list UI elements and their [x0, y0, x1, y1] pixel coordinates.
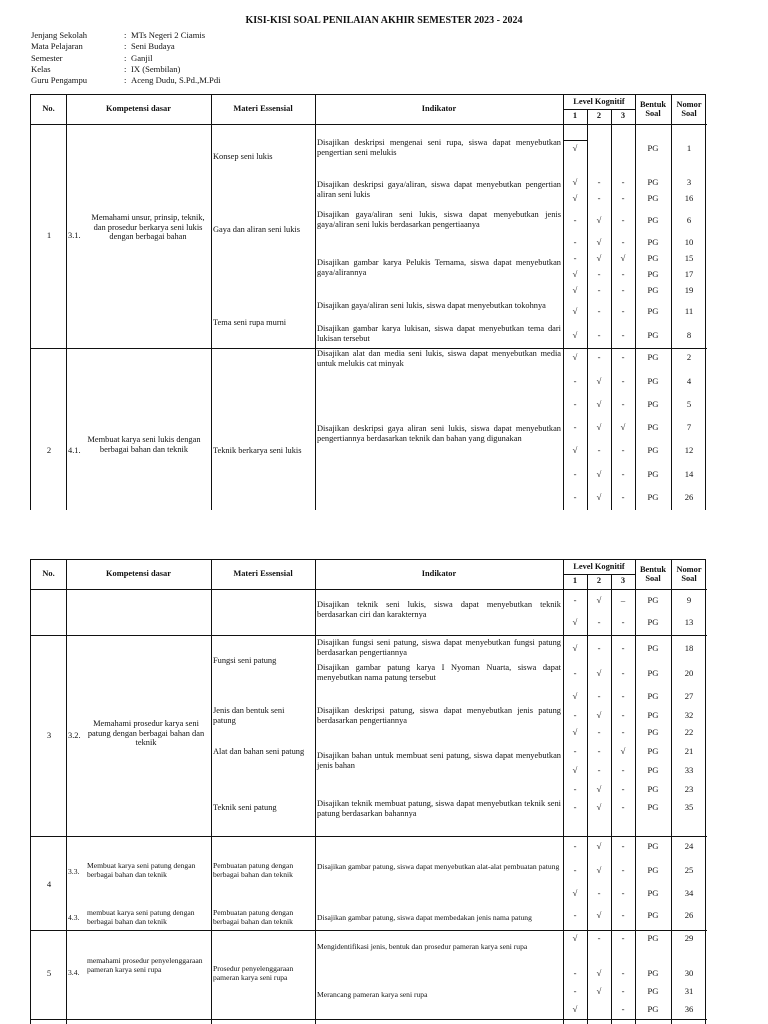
level-3-mark: - — [621, 910, 625, 920]
level-3-mark: - — [621, 492, 625, 502]
bentuk-soal-cell: PG — [647, 492, 659, 502]
level-3-mark: - — [621, 469, 625, 479]
nomor-soal-cell: 14 — [684, 469, 694, 479]
nomor-soal-cell: 19 — [684, 285, 694, 295]
nomor-soal-cell: 8 — [686, 330, 692, 340]
kisi-table-page-2 — [30, 559, 706, 1024]
level-1-mark: - — [573, 841, 577, 851]
indikator-text: Disajikan deskripsi gaya/aliran, siswa dapat menyebutkan pengertian aliran seni lukis — [317, 180, 561, 199]
materi-text: Tema seni rupa murni — [213, 318, 287, 327]
meta-separator: : — [124, 30, 127, 40]
nomor-soal-cell: 26 — [684, 492, 694, 502]
level-1-mark: √ — [572, 306, 578, 316]
bentuk-soal-cell: PG — [647, 617, 659, 627]
level-1-mark: √ — [572, 1004, 578, 1014]
bentuk-soal-cell: PG — [647, 330, 659, 340]
grid-line — [563, 95, 564, 510]
level-2-mark: √ — [596, 422, 602, 432]
materi-text: Teknik berkarya seni lukis — [213, 446, 302, 455]
level-2-mark: - — [597, 765, 601, 775]
bentuk-soal-cell: PG — [647, 888, 659, 898]
grid-line — [563, 109, 635, 110]
level-3-mark: - — [621, 968, 625, 978]
nomor-soal-cell: 15 — [684, 253, 694, 263]
level-1-mark: √ — [572, 727, 578, 737]
kd-code: 4.1. — [68, 446, 81, 455]
bentuk-soal-cell: PG — [647, 193, 659, 203]
bentuk-soal-cell: PG — [647, 668, 659, 678]
level-2-mark: √ — [596, 841, 602, 851]
header-indikator: Indikator — [421, 569, 457, 579]
header-info — [31, 30, 431, 86]
meta-separator: : — [124, 41, 127, 52]
kd-code: 4.3. — [68, 913, 80, 922]
level-1-mark: √ — [572, 765, 578, 775]
bentuk-soal-cell: PG — [647, 595, 659, 605]
header-nomor-soal: Nomor Soal — [676, 564, 702, 583]
indikator-text: Disajikan alat dan media seni lukis, siswa dapat menyebutkan media untuk melukis cat minyak — [317, 349, 561, 368]
level-1-mark: - — [573, 910, 577, 920]
row-number: 5 — [46, 968, 52, 978]
bentuk-soal-cell: PG — [647, 643, 659, 653]
materi-text: Alat dan bahan seni patung — [213, 747, 305, 756]
indikator-text: Disajikan gambar patung, siswa dapat membedakan jenis nama patung — [317, 913, 532, 922]
indikator-text: Disajikan deskripsi mengenai seni rupa, siswa dapat menyebutkan pengertian seni melukis — [317, 138, 561, 157]
nomor-soal-cell: 36 — [684, 1004, 694, 1014]
grid-line — [635, 560, 636, 1024]
level-3-mark: - — [621, 330, 625, 340]
bentuk-soal-cell: PG — [647, 285, 659, 295]
level-2-mark: √ — [596, 595, 602, 605]
nomor-soal-cell: 27 — [684, 691, 694, 701]
kd-text: Memahami unsur, prinsip, teknik, dan prosedur berkarya seni lukis dengan berbagai bahan — [91, 213, 205, 242]
row-number: 4 — [46, 879, 52, 889]
header-kompetensi: Kompetensi dasar — [106, 569, 171, 579]
nomor-soal-cell: 2 — [686, 352, 692, 362]
level-2-mark: √ — [596, 237, 602, 247]
bentuk-soal-cell: PG — [647, 968, 659, 978]
kd-code: 3.1. — [68, 231, 81, 240]
grid-line — [66, 560, 67, 1024]
level-1-mark: - — [573, 668, 577, 678]
level-3-mark: - — [621, 237, 625, 247]
level-1-mark: √ — [572, 143, 578, 153]
indikator-text: Disajikan teknik membuat patung, siswa dapat menyebutkan teknik seni patung berdasarkan bahannya — [317, 799, 561, 818]
indikator-text: Disajikan fungsi seni patung, siswa dapat menyebutkan fungsi patung berdasarkan pengertiannya — [317, 638, 561, 657]
materi-text: Jenis dan bentuk seni patung — [213, 706, 285, 725]
level-1-mark: - — [573, 469, 577, 479]
level-1-mark: √ — [572, 445, 578, 455]
indikator-text: Disajikan gambar patung, siswa dapat menyebutkan alat-alat pembuatan patung — [317, 862, 560, 871]
level-1-mark: √ — [572, 330, 578, 340]
nomor-soal-cell: 5 — [686, 399, 692, 409]
level-3-mark: - — [621, 986, 625, 996]
level-3-mark: - — [621, 888, 625, 898]
row-number: 3 — [46, 730, 52, 740]
level-3-mark: - — [621, 269, 625, 279]
nomor-soal-cell: 34 — [684, 888, 694, 898]
kisi-table-page-1 — [30, 94, 706, 510]
nomor-soal-cell: 22 — [684, 727, 694, 737]
meta-value: IX (Sembilan) — [131, 63, 181, 74]
level-2-mark: - — [597, 306, 601, 316]
indikator-text: Disajikan teknik seni lukis, siswa dapat menyebutkan teknik berdasarkan ciri dan karakternya — [317, 600, 561, 619]
level-1-mark: - — [573, 802, 577, 812]
indikator-text: Disajikan deskripsi gaya aliran seni lukis, siswa dapat menyebutkan pengertiannya berdasarkan teknik dan bahan yang digunakan — [317, 424, 561, 443]
level-3-mark: - — [621, 727, 625, 737]
level-3-mark: - — [621, 865, 625, 875]
nomor-soal-cell: 12 — [684, 445, 694, 455]
grid-line — [31, 836, 707, 837]
kd-text: memahami prosedur penyelenggaraan pameran karya seni rupa — [87, 956, 203, 975]
header-bentuk-soal: Bentuk Soal — [639, 99, 667, 118]
meta-label: Jenjang Sekolah — [31, 30, 88, 40]
grid-line — [563, 140, 587, 141]
level-1-mark: √ — [572, 269, 578, 279]
nomor-soal-cell: 1 — [686, 143, 692, 153]
meta-label: Mata Pelajaran — [31, 41, 83, 52]
nomor-soal-cell: 24 — [684, 841, 694, 851]
level-3-mark: - — [621, 765, 625, 775]
meta-row — [31, 30, 431, 41]
level-2-mark: - — [597, 269, 601, 279]
kd-text: Membuat karya seni lukis dengan berbagai bahan dan teknik — [87, 435, 201, 454]
bentuk-soal-cell: PG — [647, 986, 659, 996]
indikator-text: Disajikan bahan untuk membuat seni patung, siswa dapat menyebutkan jenis bahan — [317, 751, 561, 770]
level-3-mark: - — [621, 643, 625, 653]
meta-row — [31, 75, 431, 86]
grid-line — [31, 124, 707, 125]
indikator-text: Disajikan gambar patung karya I Nyoman Nuarta, siswa dapat menyebutkan nama patung tersebut — [317, 663, 561, 682]
level-1-mark: √ — [572, 933, 578, 943]
level-2-mark: - — [597, 445, 601, 455]
bentuk-soal-cell: PG — [647, 253, 659, 263]
grid-line — [611, 574, 612, 1024]
meta-separator: : — [124, 75, 127, 86]
level-1-mark: - — [573, 986, 577, 996]
level-1-mark: √ — [572, 888, 578, 898]
grid-line — [611, 109, 612, 510]
level-1-mark: - — [573, 237, 577, 247]
header-level-3: 3 — [620, 576, 626, 586]
nomor-soal-cell: 33 — [684, 765, 694, 775]
row-number: 2 — [46, 445, 52, 455]
level-1-mark: - — [573, 746, 577, 756]
nomor-soal-cell: 35 — [684, 802, 694, 812]
grid-line — [315, 95, 316, 510]
level-3-mark: √ — [620, 422, 626, 432]
meta-label: Kelas — [31, 63, 51, 74]
bentuk-soal-cell: PG — [647, 765, 659, 775]
bentuk-soal-cell: PG — [647, 177, 659, 187]
level-2-mark: √ — [596, 710, 602, 720]
level-2-mark: - — [597, 285, 601, 295]
header-kompetensi: Kompetensi dasar — [106, 104, 171, 114]
level-2-mark: - — [597, 888, 601, 898]
level-2-mark: - — [597, 177, 601, 187]
bentuk-soal-cell: PG — [647, 910, 659, 920]
bentuk-soal-cell: PG — [647, 691, 659, 701]
level-2-mark: √ — [596, 968, 602, 978]
level-2-mark: - — [597, 933, 601, 943]
nomor-soal-cell: 17 — [684, 269, 694, 279]
nomor-soal-cell: 11 — [684, 306, 694, 316]
meta-separator: : — [124, 63, 127, 74]
nomor-soal-cell: 30 — [684, 968, 694, 978]
level-3-mark: - — [621, 193, 625, 203]
level-1-mark: √ — [572, 177, 578, 187]
header-materi: Materi Essensial — [233, 104, 293, 114]
level-3-mark: - — [621, 710, 625, 720]
meta-row — [31, 41, 431, 52]
nomor-soal-cell: 13 — [684, 617, 694, 627]
meta-separator: : — [124, 52, 127, 63]
bentuk-soal-cell: PG — [647, 237, 659, 247]
indikator-text: Merancang pameran karya seni rupa — [317, 990, 428, 999]
level-2-mark: √ — [596, 253, 602, 263]
grid-line — [31, 930, 707, 931]
level-1-mark: √ — [572, 352, 578, 362]
kd-code: 3.4. — [68, 968, 80, 977]
nomor-soal-cell: 7 — [686, 422, 692, 432]
nomor-soal-cell: 29 — [684, 933, 694, 943]
materi-text: Pembuatan patung dengan berbagai bahan dan teknik — [213, 908, 294, 927]
level-3-mark: - — [621, 445, 625, 455]
bentuk-soal-cell: PG — [647, 1004, 659, 1014]
level-2-mark: √ — [596, 986, 602, 996]
bentuk-soal-cell: PG — [647, 841, 659, 851]
level-2-mark: √ — [596, 376, 602, 386]
level-1-mark: - — [573, 215, 577, 225]
header-nomor-soal: Nomor Soal — [676, 99, 702, 118]
level-3-mark: - — [621, 352, 625, 362]
kd-code: 3.3. — [68, 867, 80, 876]
level-1-mark: - — [573, 865, 577, 875]
materi-text: Teknik seni patung — [213, 803, 277, 812]
level-3-mark: - — [621, 399, 625, 409]
header-level-1: 1 — [572, 111, 578, 121]
grid-line — [587, 574, 588, 1024]
level-2-mark: - — [597, 643, 601, 653]
meta-label: Guru Pengampu — [31, 75, 88, 86]
level-3-mark: √ — [620, 253, 626, 263]
nomor-soal-cell: 6 — [686, 215, 692, 225]
level-2-mark: √ — [596, 668, 602, 678]
level-2-mark: - — [597, 352, 601, 362]
meta-label: Semester — [31, 52, 63, 63]
indikator-text: Disajikan gaya/aliran seni lukis, siswa dapat menyebutkan jenis gaya/aliran seni lukis berdasarkan pengertiaanya — [317, 210, 561, 229]
materi-text: Gaya dan aliran seni lukis — [213, 225, 300, 234]
nomor-soal-cell: 31 — [684, 986, 694, 996]
level-1-mark: √ — [572, 193, 578, 203]
grid-line — [587, 109, 588, 510]
header-bentuk-soal: Bentuk Soal — [639, 564, 667, 583]
level-3-mark: - — [621, 841, 625, 851]
nomor-soal-cell: 18 — [684, 643, 694, 653]
level-2-mark: √ — [596, 399, 602, 409]
level-3-mark: √ — [620, 746, 626, 756]
level-3-mark: - — [621, 691, 625, 701]
kd-text: membuat karya seni patung dengan berbagai bahan dan teknik — [87, 908, 195, 927]
level-3-mark: - — [621, 376, 625, 386]
nomor-soal-cell: 23 — [684, 784, 694, 794]
bentuk-soal-cell: PG — [647, 376, 659, 386]
indikator-text: Disajikan deskripsi patung, siswa dapat menyebutkan jenis patung berdasarkan pengertiannya — [317, 706, 561, 725]
level-2-mark: √ — [596, 910, 602, 920]
level-1-mark: √ — [572, 643, 578, 653]
bentuk-soal-cell: PG — [647, 422, 659, 432]
grid-line — [563, 560, 564, 1024]
bentuk-soal-cell: PG — [647, 143, 659, 153]
level-3-mark: – — [620, 595, 626, 605]
indikator-text: Disajikan gambar karya lukisan, siswa dapat menyebutkan tema dari lukisan tersebut — [317, 324, 561, 343]
materi-text: Pembuatan patung dengan berbagai bahan dan teknik — [213, 861, 294, 880]
level-1-mark: - — [573, 784, 577, 794]
indikator-text: Disajikan gaya/aliran seni lukis, siswa dapat menyebutkan tokohnya — [317, 301, 546, 310]
level-2-mark: - — [597, 330, 601, 340]
level-3-mark: - — [621, 306, 625, 316]
bentuk-soal-cell: PG — [647, 399, 659, 409]
level-1-mark: - — [573, 710, 577, 720]
level-2-mark: - — [597, 746, 601, 756]
header-no: No. — [42, 104, 55, 114]
level-1-mark: - — [573, 595, 577, 605]
level-1-mark: - — [573, 399, 577, 409]
level-2-mark: - — [597, 691, 601, 701]
nomor-soal-cell: 10 — [684, 237, 694, 247]
meta-value: Seni Budaya — [131, 41, 175, 52]
nomor-soal-cell: 16 — [684, 193, 694, 203]
header-level-3: 3 — [620, 111, 626, 121]
bentuk-soal-cell: PG — [647, 727, 659, 737]
bentuk-soal-cell: PG — [647, 469, 659, 479]
level-3-mark: - — [621, 933, 625, 943]
grid-line — [31, 589, 707, 590]
materi-text: Konsep seni lukis — [213, 152, 273, 161]
bentuk-soal-cell: PG — [647, 710, 659, 720]
bentuk-soal-cell: PG — [647, 306, 659, 316]
grid-line — [635, 95, 636, 510]
document-title: KISI-KISI SOAL PENILAIAN AKHIR SEMESTER 2023 - 2024 — [245, 15, 523, 26]
bentuk-soal-cell: PG — [647, 784, 659, 794]
bentuk-soal-cell: PG — [647, 215, 659, 225]
nomor-soal-cell: 4 — [686, 376, 692, 386]
materi-text: Fungsi seni patung — [213, 656, 277, 665]
grid-line — [315, 560, 316, 1024]
level-2-mark: - — [597, 193, 601, 203]
level-2-mark: √ — [596, 215, 602, 225]
level-1-mark: √ — [572, 285, 578, 295]
nomor-soal-cell: 20 — [684, 668, 694, 678]
bentuk-soal-cell: PG — [647, 269, 659, 279]
bentuk-soal-cell: PG — [647, 352, 659, 362]
meta-row — [31, 53, 431, 64]
grid-line — [211, 95, 212, 510]
bentuk-soal-cell: PG — [647, 865, 659, 875]
level-2-mark: √ — [596, 865, 602, 875]
level-3-mark: - — [621, 617, 625, 627]
nomor-soal-cell: 21 — [684, 746, 694, 756]
nomor-soal-cell: 9 — [686, 595, 692, 605]
grid-line — [211, 560, 212, 1024]
header-level-kognitif: Level Kognitif — [573, 96, 625, 106]
level-3-mark: - — [621, 177, 625, 187]
level-1-mark: - — [573, 253, 577, 263]
bentuk-soal-cell: PG — [647, 802, 659, 812]
header-level-2: 2 — [596, 576, 602, 586]
header-materi: Materi Essensial — [233, 569, 293, 579]
indikator-text: Mengidentifikasi jenis, bentuk dan prosedur pameran karya seni rupa — [317, 942, 528, 951]
header-level-kognitif: Level Kognitif — [573, 561, 625, 571]
level-1-mark: - — [573, 376, 577, 386]
level-2-mark: √ — [596, 469, 602, 479]
nomor-soal-cell: 25 — [684, 865, 694, 875]
level-2-mark: √ — [596, 492, 602, 502]
bentuk-soal-cell: PG — [647, 933, 659, 943]
header-level-1: 1 — [572, 576, 578, 586]
level-1-mark: - — [573, 492, 577, 502]
materi-text: Prosedur penyelenggaraan pameran karya seni rupa — [213, 964, 294, 983]
kd-text: Memahami prosedur karya seni patung dengan berbagai bahan dan teknik — [87, 719, 205, 748]
level-2-mark: - — [597, 727, 601, 737]
row-number: 1 — [46, 230, 52, 240]
header-level-2: 2 — [596, 111, 602, 121]
level-1-mark: - — [573, 968, 577, 978]
grid-line — [31, 635, 707, 636]
grid-line — [563, 574, 635, 575]
header-indikator: Indikator — [421, 104, 457, 114]
nomor-soal-cell: 3 — [686, 177, 692, 187]
indikator-text: Disajikan gambar karya Pelukis Ternama, siswa dapat menyebutkan gaya/alirannya — [317, 258, 561, 277]
level-1-mark: - — [573, 422, 577, 432]
level-3-mark: - — [621, 668, 625, 678]
grid-line — [31, 1019, 707, 1020]
meta-row — [31, 64, 431, 75]
level-3-mark: - — [621, 215, 625, 225]
header-no: No. — [42, 569, 55, 579]
level-2-mark: - — [597, 617, 601, 627]
level-2-mark: √ — [596, 784, 602, 794]
bentuk-soal-cell: PG — [647, 746, 659, 756]
level-2-mark: √ — [596, 802, 602, 812]
kd-text: Membuat karya seni patung dengan berbagai bahan dan teknik — [87, 861, 196, 880]
meta-value: Aceng Dudu, S.Pd.,M.Pdi — [131, 75, 221, 86]
level-3-mark: - — [621, 285, 625, 295]
level-1-mark: √ — [572, 617, 578, 627]
kd-code: 3.2. — [68, 731, 81, 740]
level-3-mark: - — [621, 802, 625, 812]
nomor-soal-cell: 26 — [684, 910, 694, 920]
bentuk-soal-cell: PG — [647, 445, 659, 455]
nomor-soal-cell: 32 — [684, 710, 694, 720]
level-1-mark: √ — [572, 691, 578, 701]
level-3-mark: - — [621, 1004, 625, 1014]
meta-value: Ganjil — [131, 52, 153, 63]
meta-value: MTs Negeri 2 Ciamis — [131, 30, 206, 40]
level-3-mark: - — [621, 784, 625, 794]
